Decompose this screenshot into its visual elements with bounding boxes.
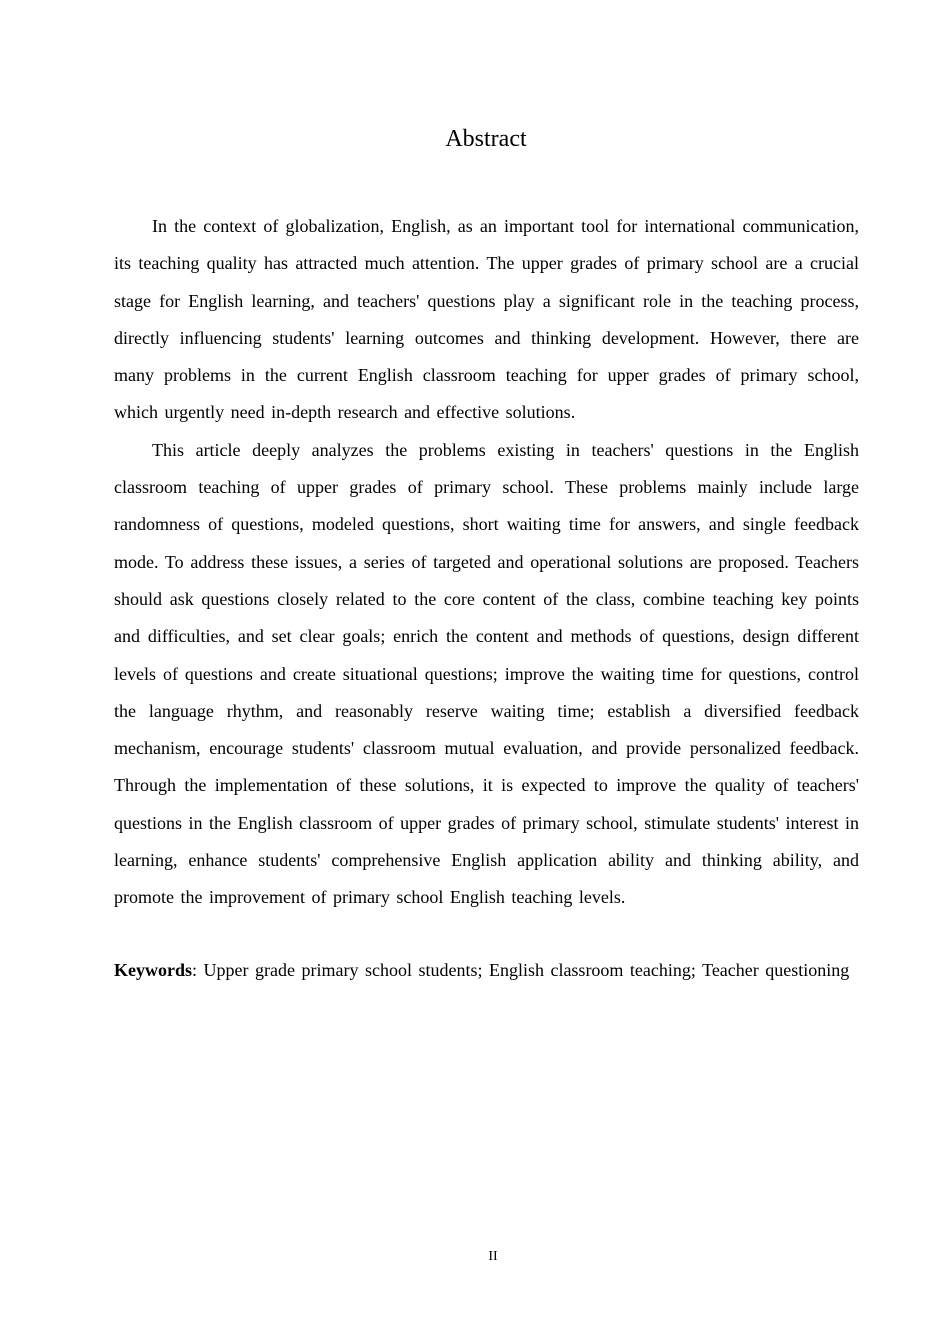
- keywords-label: Keywords: [114, 959, 192, 980]
- keywords-line: [114, 952, 859, 989]
- abstract-body: [114, 208, 859, 989]
- keywords-separator: :: [192, 959, 204, 980]
- keywords-text: Upper grade primary school students; English classroom teaching; Teacher questioning: [203, 959, 850, 980]
- page-number: II: [488, 1249, 498, 1264]
- abstract-paragraph-1: In the context of globalization, English, as an important tool for international communication, its teaching quality has attracted much attention. The upper grades of primary school are a crucial stage for English learning, and teachers' questions play a significant role in the teaching process, directly influencing students' learning outcomes and thinking development. However, there are many problems in the current English classroom teaching for upper grades of primary school, which urgently need in-depth research and effective solutions.: [114, 216, 859, 423]
- abstract-title: Abstract: [445, 126, 527, 152]
- abstract-paragraph-2: This article deeply analyzes the problems existing in teachers' questions in the English classroom teaching of upper grades of primary school. These problems mainly include large randomness of questions, modeled questions, short waiting time for answers, and single feedback mode. To address these issues, a series of targeted and operational solutions are proposed. Teachers should ask questions closely related to the core content of the class, combine teaching key points and difficulties, and set clear goals; enrich the content and methods of questions, design different levels of questions and create situational questions; improve the waiting time for questions, control the language rhythm, and reasonably reserve waiting time; establish a diversified feedback mechanism, encourage students' classroom mutual evaluation, and provide personalized feedback. Through the implementation of these solutions, it is expected to improve the quality of teachers' questions in the English classroom of upper grades of primary school, stimulate students' interest in learning, enhance students' comprehensive English application ability and thinking ability, and promote the improvement of primary school English teaching levels.: [114, 439, 859, 908]
